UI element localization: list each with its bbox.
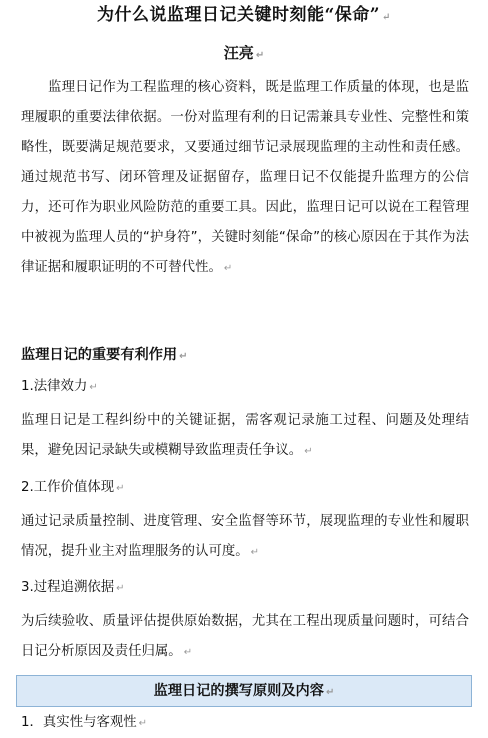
- paragraph-mark-icon: ↵: [255, 50, 265, 61]
- paragraph-mark-icon: ↵: [223, 263, 233, 274]
- paragraph-mark-icon: ↵: [116, 583, 125, 594]
- item-text-traceability: [21, 607, 469, 668]
- section-heading-text: 监理日记的撰写原则及内容: [153, 683, 324, 699]
- item-title-text: 1．真实性与客观性: [21, 715, 137, 730]
- item-title-truthfulness: [21, 712, 469, 735]
- item-title-traceability: [21, 577, 469, 600]
- item-body-text: 为后续验收、质量评估提供原始数据，尤其在工程出现质量问题时，可结合日记分析原因及责任归属。: [21, 614, 469, 659]
- item-title-text: 3.过程追溯依据: [21, 580, 115, 595]
- item-title-legal: [21, 376, 469, 399]
- paragraph-mark-icon: ↵: [183, 647, 193, 658]
- document-title: [0, 4, 488, 29]
- paragraph-mark-icon: ↵: [89, 382, 98, 393]
- section-heading-text: 监理日记的重要有利作用: [21, 347, 178, 363]
- paragraph-mark-icon: ↵: [116, 483, 125, 494]
- item-text-legal: [21, 406, 469, 467]
- document-title-text: 为什么说监理日记关键时刻能“保命”: [97, 5, 381, 25]
- paragraph-mark-icon: ↵: [304, 446, 313, 457]
- item-title-text: 1.法律效力: [21, 379, 88, 394]
- author-name-text: 汪亮: [223, 44, 254, 62]
- item-title-value: [21, 477, 469, 500]
- item-title-text: 2.工作价值体现: [21, 480, 115, 495]
- section-heading-benefits: [21, 344, 469, 368]
- paragraph-mark-icon: ↵: [179, 351, 188, 362]
- paragraph-mark-icon: ↵: [138, 718, 148, 729]
- intro-paragraph: [21, 73, 469, 284]
- paragraph-mark-icon: ↵: [250, 547, 260, 558]
- item-text-value: [21, 507, 469, 568]
- paragraph-mark-icon: ↵: [325, 687, 335, 698]
- intro-text: 监理日记作为工程监理的核心资料，既是监理工作质量的体现，也是监理履职的重要法律依据。一份对监理有利的日记需兼具专业性、完整性和策略性，既要满足规范要求，又要通过细节记录展现监理的主动性和责任感。通过规范书写、闭环管理及证据留存，监理日记不仅能提升监理方的公信力，还可作为职业风险防范的重要工具。因此，监理日记可以说在工程管理中被视为监理人员的“护身符”，关键时刻能“保命”的核心原因在于其作为法律证据和履职证明的不可替代性。: [21, 80, 469, 275]
- paragraph-mark-icon: ↵: [382, 12, 391, 23]
- item-body-text: 通过记录质量控制、进度管理、安全监督等环节，展现监理的专业性和履职情况，提升业主对监理服务的认可度。: [21, 514, 469, 559]
- section-heading-principles: [16, 675, 472, 707]
- author-name: [0, 43, 488, 66]
- item-body-text: 监理日记是工程纠纷中的关键证据，需客观记录施工过程、问题及处理结果，避免因记录缺失或模糊导致监理责任争议。: [21, 413, 469, 458]
